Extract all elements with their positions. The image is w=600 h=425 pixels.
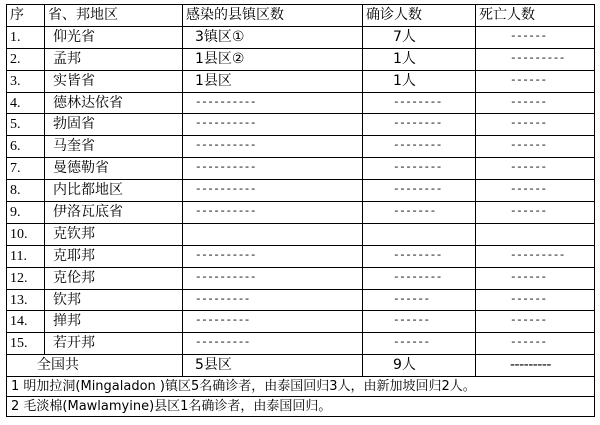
row-region: 钦邦 bbox=[45, 289, 183, 311]
row-index: 13. bbox=[7, 289, 45, 311]
row-deaths bbox=[476, 223, 595, 245]
row-districts: ---------- bbox=[183, 180, 363, 202]
row-districts: --------- bbox=[183, 289, 363, 311]
table-row bbox=[7, 114, 595, 136]
footnote-2: 2 毛淡棉(Mawlamyine)县区1名确诊者，由泰国回归。 bbox=[7, 397, 595, 417]
row-confirmed bbox=[363, 223, 476, 245]
table-row bbox=[7, 223, 595, 245]
row-region: 克钦邦 bbox=[45, 223, 183, 245]
row-confirmed: -------- bbox=[363, 245, 476, 267]
row-deaths: ------ bbox=[476, 70, 595, 92]
table-row bbox=[7, 158, 595, 180]
row-districts: 1县区 bbox=[183, 70, 363, 92]
row-confirmed: -------- bbox=[363, 180, 476, 202]
total-confirmed: 9人 bbox=[363, 355, 476, 377]
row-index: 10. bbox=[7, 223, 45, 245]
table-row bbox=[7, 48, 595, 70]
row-deaths: ------ bbox=[476, 114, 595, 136]
row-region: 勃固省 bbox=[45, 114, 183, 136]
row-region: 掸邦 bbox=[45, 311, 183, 333]
total-deaths: --------- bbox=[476, 355, 595, 377]
row-region: 马奎省 bbox=[45, 136, 183, 158]
table-row bbox=[7, 92, 595, 114]
row-index: 3. bbox=[7, 70, 45, 92]
table-row bbox=[7, 311, 595, 333]
table-row bbox=[7, 26, 595, 48]
table-row bbox=[7, 289, 595, 311]
case-table bbox=[6, 4, 595, 417]
row-deaths: --------- bbox=[476, 245, 595, 267]
row-confirmed: 1人 bbox=[363, 48, 476, 70]
table-row bbox=[7, 202, 595, 224]
row-confirmed: -------- bbox=[363, 136, 476, 158]
row-districts: --------- bbox=[183, 333, 363, 355]
row-deaths: ------ bbox=[476, 180, 595, 202]
row-region: 克伦邦 bbox=[45, 267, 183, 289]
row-districts: ---------- bbox=[183, 136, 363, 158]
row-deaths: ------ bbox=[476, 92, 595, 114]
row-index: 12. bbox=[7, 267, 45, 289]
row-index: 8. bbox=[7, 180, 45, 202]
row-deaths: ------ bbox=[476, 333, 595, 355]
table-row bbox=[7, 245, 595, 267]
row-region: 实皆省 bbox=[45, 70, 183, 92]
row-confirmed: 1人 bbox=[363, 70, 476, 92]
row-districts: ---------- bbox=[183, 245, 363, 267]
table-row bbox=[7, 267, 595, 289]
row-deaths: ------ bbox=[476, 158, 595, 180]
row-region: 伊洛瓦底省 bbox=[45, 202, 183, 224]
row-region: 若开邦 bbox=[45, 333, 183, 355]
row-districts bbox=[183, 223, 363, 245]
row-districts: ---------- bbox=[183, 158, 363, 180]
row-districts: --------- bbox=[183, 311, 363, 333]
row-confirmed: ------ bbox=[363, 333, 476, 355]
total-label: 全国共 bbox=[7, 355, 183, 377]
row-districts: ---------- bbox=[183, 267, 363, 289]
row-index: 11. bbox=[7, 245, 45, 267]
row-deaths: ------ bbox=[476, 202, 595, 224]
row-confirmed: -------- bbox=[363, 267, 476, 289]
row-districts: ---------- bbox=[183, 114, 363, 136]
row-deaths: ------ bbox=[476, 311, 595, 333]
header-confirmed: 确诊人数 bbox=[363, 5, 476, 27]
header-row bbox=[7, 5, 595, 27]
footnote-row bbox=[7, 397, 595, 417]
row-index: 1. bbox=[7, 26, 45, 48]
row-deaths: ------ bbox=[476, 26, 595, 48]
row-districts: ---------- bbox=[183, 202, 363, 224]
row-confirmed: 7人 bbox=[363, 26, 476, 48]
row-index: 6. bbox=[7, 136, 45, 158]
table-body bbox=[7, 5, 595, 417]
row-confirmed: -------- bbox=[363, 114, 476, 136]
row-index: 2. bbox=[7, 48, 45, 70]
row-confirmed: ------- bbox=[363, 202, 476, 224]
row-region: 曼德勒省 bbox=[45, 158, 183, 180]
row-confirmed: -------- bbox=[363, 92, 476, 114]
case-table-sheet bbox=[6, 4, 594, 417]
row-region: 孟邦 bbox=[45, 48, 183, 70]
total-row bbox=[7, 355, 595, 377]
table-row bbox=[7, 180, 595, 202]
row-deaths: ------ bbox=[476, 289, 595, 311]
row-region: 仰光省 bbox=[45, 26, 183, 48]
row-index: 9. bbox=[7, 202, 45, 224]
row-deaths: ------ bbox=[476, 136, 595, 158]
footnote-1: 1 明加拉洞(Mingaladon )镇区5名确诊者，由泰国回归3人，由新加坡回归2人。 bbox=[7, 377, 595, 397]
table-row bbox=[7, 136, 595, 158]
total-districts: 5县区 bbox=[183, 355, 363, 377]
row-index: 14. bbox=[7, 311, 45, 333]
row-confirmed: ------ bbox=[363, 311, 476, 333]
row-confirmed: ------ bbox=[363, 289, 476, 311]
row-districts: 3镇区① bbox=[183, 26, 363, 48]
row-region: 德林达依省 bbox=[45, 92, 183, 114]
table-row bbox=[7, 333, 595, 355]
row-districts: 1县区② bbox=[183, 48, 363, 70]
row-index: 7. bbox=[7, 158, 45, 180]
table-row bbox=[7, 70, 595, 92]
header-region: 省、邦地区 bbox=[45, 5, 183, 27]
row-index: 5. bbox=[7, 114, 45, 136]
row-deaths: ------ bbox=[476, 267, 595, 289]
header-districts: 感染的县镇区数 bbox=[183, 5, 363, 27]
row-confirmed: -------- bbox=[363, 158, 476, 180]
header-deaths: 死亡人数 bbox=[476, 5, 595, 27]
footnote-row bbox=[7, 377, 595, 397]
row-deaths: --------- bbox=[476, 48, 595, 70]
row-index: 15. bbox=[7, 333, 45, 355]
row-districts: ---------- bbox=[183, 92, 363, 114]
row-region: 内比都地区 bbox=[45, 180, 183, 202]
row-region: 克耶邦 bbox=[45, 245, 183, 267]
header-index: 序 bbox=[7, 5, 45, 27]
row-index: 4. bbox=[7, 92, 45, 114]
